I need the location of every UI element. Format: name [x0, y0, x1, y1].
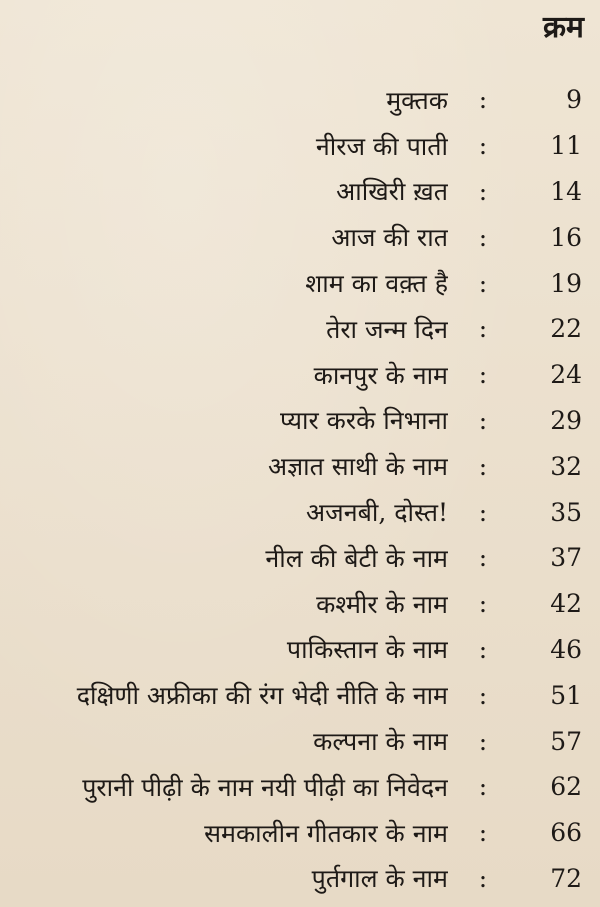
toc-entry — [0, 489, 600, 535]
toc-page-number: 24 — [550, 360, 582, 390]
toc-entry — [0, 260, 600, 306]
toc-page-number: 32 — [550, 451, 582, 481]
toc-page-number: 51 — [550, 680, 582, 710]
toc-entry — [0, 810, 600, 856]
toc-entry-title: कश्मीर के नाम — [316, 589, 448, 619]
toc-entry — [0, 718, 600, 764]
toc-separator: : — [478, 85, 488, 115]
toc-separator: : — [478, 451, 488, 481]
toc-entry — [0, 627, 600, 673]
toc-separator: : — [478, 589, 488, 619]
toc-entry-title: शाम का वक़्त है — [305, 269, 448, 299]
toc-separator: : — [478, 497, 488, 527]
toc-separator: : — [478, 634, 488, 664]
toc-entry-title: पुरानी पीढ़ी के नाम नयी पीढ़ी का निवेदन — [82, 772, 448, 802]
toc-entry-title: समकालीन गीतकार के नाम — [204, 818, 448, 848]
toc-separator: : — [478, 314, 488, 344]
toc-entry — [0, 581, 600, 627]
toc-entry-title: कानपुर के नाम — [313, 360, 448, 390]
toc-entry-title: कल्पना के नाम — [313, 727, 448, 757]
toc-page-number: 14 — [550, 176, 582, 206]
toc-page-number: 62 — [550, 772, 582, 802]
toc-entry — [0, 398, 600, 444]
toc-page-number: 72 — [550, 863, 582, 893]
toc-separator: : — [478, 222, 488, 252]
toc-entry-title: नील की बेटी के नाम — [265, 543, 448, 573]
toc-page-number: 37 — [550, 543, 582, 573]
toc-entry-title: पुर्तगाल के नाम — [311, 864, 448, 894]
toc-separator: : — [478, 863, 488, 893]
toc-separator: : — [478, 405, 488, 435]
toc-entry — [0, 123, 600, 169]
toc-separator: : — [478, 818, 488, 848]
toc-entry — [0, 443, 600, 489]
toc-page-number: 11 — [550, 131, 582, 161]
toc-entry-title: दक्षिणी अफ्रीका की रंग भेदी नीति के नाम — [76, 681, 448, 711]
toc-page-number: 19 — [550, 268, 582, 298]
toc-page-number: 57 — [550, 726, 582, 756]
toc-entry — [0, 764, 600, 810]
toc-entry — [0, 77, 600, 123]
contents-heading: क्रम — [543, 10, 584, 45]
toc-page-number: 16 — [550, 222, 582, 252]
toc-entry — [0, 169, 600, 215]
toc-page-number: 22 — [550, 314, 582, 344]
toc-separator: : — [478, 268, 488, 298]
table-of-contents — [0, 77, 600, 901]
toc-separator: : — [478, 543, 488, 573]
toc-entry — [0, 352, 600, 398]
toc-entry-title: पाकिस्तान के नाम — [286, 635, 448, 665]
toc-entry-title: अजनबी, दोस्त! — [306, 498, 448, 528]
toc-page-number: 9 — [566, 85, 582, 115]
toc-entry — [0, 214, 600, 260]
toc-separator: : — [478, 176, 488, 206]
toc-entry-title: तेरा जन्म दिन — [326, 314, 448, 344]
toc-entry-title: नीरज की पाती — [315, 131, 448, 161]
toc-separator: : — [478, 772, 488, 802]
toc-page-number: 29 — [550, 405, 582, 435]
toc-entry-title: अज्ञात साथी के नाम — [267, 452, 448, 482]
toc-entry — [0, 535, 600, 581]
toc-entry-title: प्यार करके निभाना — [280, 406, 448, 436]
toc-page-number: 46 — [550, 634, 582, 664]
toc-separator: : — [478, 360, 488, 390]
toc-entry-title: आज की रात — [331, 223, 448, 253]
toc-entry — [0, 856, 600, 902]
toc-page-number: 66 — [550, 818, 582, 848]
toc-entry-title: आखिरी ख़त — [336, 177, 448, 207]
toc-separator: : — [478, 131, 488, 161]
toc-page-number: 42 — [550, 589, 582, 619]
toc-separator: : — [478, 680, 488, 710]
toc-entry — [0, 306, 600, 352]
toc-entry-title: मुक्तक — [386, 85, 448, 115]
toc-separator: : — [478, 726, 488, 756]
toc-page-number: 35 — [550, 497, 582, 527]
toc-entry — [0, 672, 600, 718]
